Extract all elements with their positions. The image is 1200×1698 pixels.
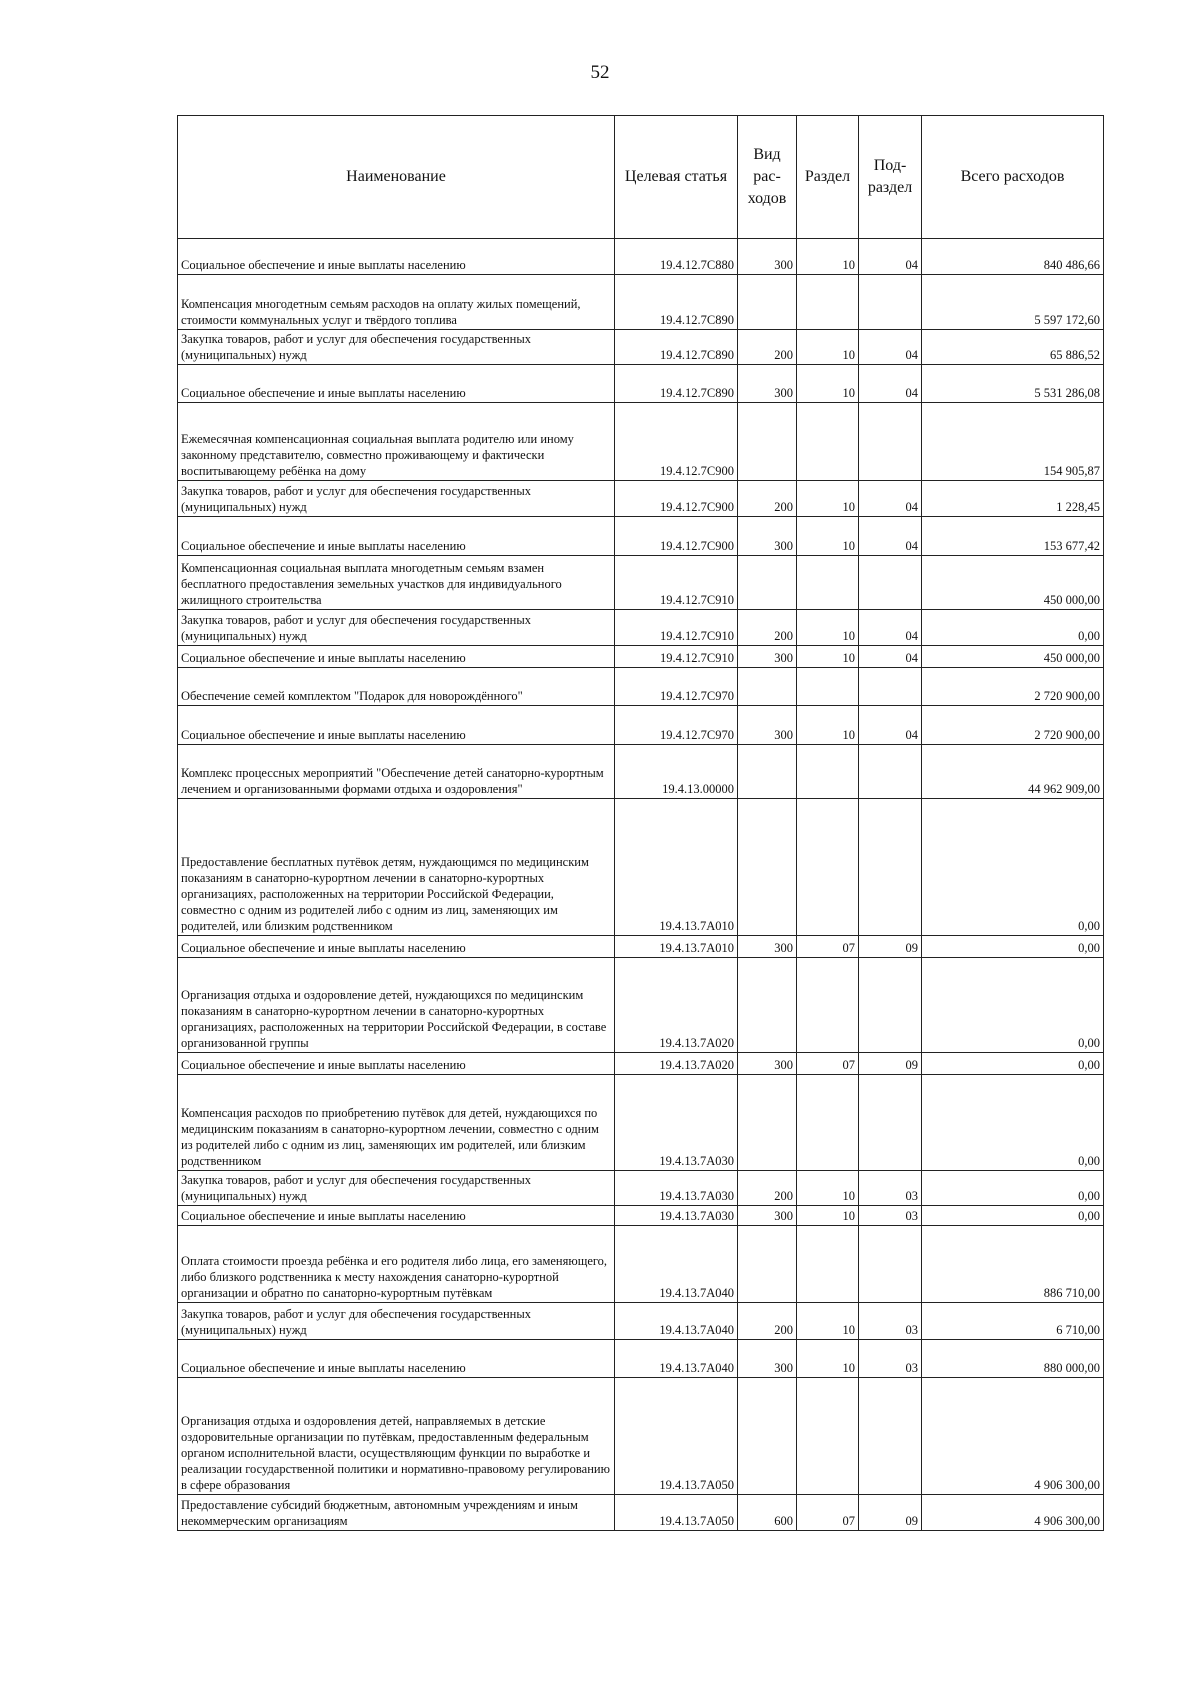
row-podrazdel: 04 <box>859 239 922 275</box>
row-total: 0,00 <box>922 936 1104 958</box>
row-razdel <box>797 275 859 330</box>
row-code: 19.4.13.7А050 <box>615 1495 738 1531</box>
table-row <box>178 481 1104 517</box>
row-total: 0,00 <box>922 610 1104 646</box>
row-vid <box>738 799 797 936</box>
row-razdel: 10 <box>797 239 859 275</box>
table-row <box>178 239 1104 275</box>
row-podrazdel: 03 <box>859 1206 922 1226</box>
row-podrazdel <box>859 958 922 1053</box>
row-name: Организация отдыха и оздоровление детей, нуждающихся по медицинским показаниям в санаторно-курортном лечении в санаторно-курортных организациях, расположенных на территории Российской Федерации, в составе организованной группы <box>178 958 615 1053</box>
row-razdel: 10 <box>797 365 859 403</box>
row-total: 886 710,00 <box>922 1226 1104 1303</box>
row-name: Ежемесячная компенсационная социальная выплата родителю или иному законному представителю, совместно проживающему и фактически воспитывающему ребёнка на дому <box>178 403 615 481</box>
row-name: Организация отдыха и оздоровления детей, направляемых в детские оздоровительные организации по путёвкам, предоставленным федеральным органом исполнительной власти, осуществляющим функции по выработке и реализации государственной политики и нормативно-правовому регулированию в сфере образования <box>178 1378 615 1495</box>
row-name: Закупка товаров, работ и услуг для обеспечения государственных (муниципальных) нужд <box>178 1171 615 1206</box>
row-podrazdel <box>859 1226 922 1303</box>
row-razdel: 10 <box>797 1340 859 1378</box>
row-code: 19.4.13.7А040 <box>615 1226 738 1303</box>
budget-table <box>177 115 1104 1531</box>
header-total: Всего расходов <box>922 116 1104 239</box>
row-name: Комплекс процессных мероприятий "Обеспечение детей санаторно-курортным лечением и организованными формами отдыха и оздоровления" <box>178 745 615 799</box>
row-name: Социальное обеспечение и иные выплаты населению <box>178 239 615 275</box>
row-name: Компенсация расходов по приобретению путёвок для детей, нуждающихся по медицинским показаниям в санаторно-курортном лечении, совместно с одним из родителей либо с одним из лиц, заменяющих им родителей, или близким родственником <box>178 1075 615 1171</box>
row-total: 154 905,87 <box>922 403 1104 481</box>
row-name: Социальное обеспечение и иные выплаты населению <box>178 646 615 668</box>
table-row <box>178 610 1104 646</box>
row-code: 19.4.13.7А040 <box>615 1303 738 1340</box>
row-razdel <box>797 745 859 799</box>
header-podrazdel: Под- раздел <box>859 116 922 239</box>
row-razdel: 07 <box>797 936 859 958</box>
row-razdel: 10 <box>797 330 859 365</box>
row-vid: 300 <box>738 936 797 958</box>
row-vid: 300 <box>738 365 797 403</box>
row-razdel <box>797 403 859 481</box>
row-code: 19.4.13.7А040 <box>615 1340 738 1378</box>
row-total: 0,00 <box>922 1053 1104 1075</box>
row-podrazdel: 03 <box>859 1340 922 1378</box>
table-row <box>178 275 1104 330</box>
row-razdel <box>797 1075 859 1171</box>
row-code: 19.4.12.7С890 <box>615 330 738 365</box>
row-code: 19.4.13.7А050 <box>615 1378 738 1495</box>
page-number: 52 <box>590 62 610 83</box>
row-podrazdel: 04 <box>859 481 922 517</box>
row-code: 19.4.12.7С900 <box>615 481 738 517</box>
row-name: Предоставление бесплатных путёвок детям, нуждающимся по медицинским показаниям в санаторно-курортном лечении в санаторно-курортных организациях, расположенных на территории Российской Федерации, совместно с одним из родителей либо с одним из лиц, заменяющих им родителей, или близким родственником <box>178 799 615 936</box>
row-code: 19.4.13.7А030 <box>615 1206 738 1226</box>
row-razdel <box>797 668 859 706</box>
row-podrazdel: 04 <box>859 330 922 365</box>
table-row <box>178 1340 1104 1378</box>
row-vid <box>738 1075 797 1171</box>
row-podrazdel: 09 <box>859 1053 922 1075</box>
table-row <box>178 403 1104 481</box>
row-vid: 300 <box>738 1053 797 1075</box>
table-row <box>178 706 1104 745</box>
row-vid: 300 <box>738 1340 797 1378</box>
row-code: 19.4.13.7А020 <box>615 1053 738 1075</box>
row-code: 19.4.12.7С910 <box>615 610 738 646</box>
row-name: Закупка товаров, работ и услуг для обеспечения государственных (муниципальных) нужд <box>178 330 615 365</box>
row-razdel: 07 <box>797 1495 859 1531</box>
table-row <box>178 1206 1104 1226</box>
row-razdel: 10 <box>797 610 859 646</box>
table-row <box>178 646 1104 668</box>
header-name: Наименование <box>178 116 615 239</box>
table-row <box>178 517 1104 556</box>
row-code: 19.4.12.7С910 <box>615 556 738 610</box>
row-name: Закупка товаров, работ и услуг для обеспечения государственных (муниципальных) нужд <box>178 481 615 517</box>
row-vid: 200 <box>738 330 797 365</box>
table-row <box>178 745 1104 799</box>
row-razdel: 07 <box>797 1053 859 1075</box>
row-razdel: 10 <box>797 517 859 556</box>
row-razdel: 10 <box>797 1171 859 1206</box>
row-podrazdel <box>859 1378 922 1495</box>
row-razdel <box>797 1226 859 1303</box>
row-total: 2 720 900,00 <box>922 706 1104 745</box>
row-podrazdel: 09 <box>859 1495 922 1531</box>
row-total: 0,00 <box>922 1206 1104 1226</box>
row-podrazdel: 04 <box>859 646 922 668</box>
row-code: 19.4.13.7А030 <box>615 1075 738 1171</box>
table-row <box>178 1378 1104 1495</box>
row-razdel: 10 <box>797 1206 859 1226</box>
row-total: 6 710,00 <box>922 1303 1104 1340</box>
row-code: 19.4.12.7С890 <box>615 365 738 403</box>
row-vid: 200 <box>738 481 797 517</box>
row-name: Социальное обеспечение и иные выплаты населению <box>178 936 615 958</box>
row-code: 19.4.12.7С910 <box>615 646 738 668</box>
row-total: 65 886,52 <box>922 330 1104 365</box>
table-row <box>178 1075 1104 1171</box>
row-podrazdel: 04 <box>859 706 922 745</box>
row-total: 44 962 909,00 <box>922 745 1104 799</box>
row-name: Социальное обеспечение и иные выплаты населению <box>178 517 615 556</box>
row-name: Компенсационная социальная выплата многодетным семьям взамен бесплатного предоставления земельных участков для индивидуального жилищного строительства <box>178 556 615 610</box>
row-code: 19.4.12.7С900 <box>615 403 738 481</box>
row-code: 19.4.12.7С970 <box>615 668 738 706</box>
row-vid <box>738 403 797 481</box>
row-code: 19.4.13.7А030 <box>615 1171 738 1206</box>
row-name: Обеспечение семей комплектом "Подарок для новорождённого" <box>178 668 615 706</box>
table-row <box>178 556 1104 610</box>
table-row <box>178 1303 1104 1340</box>
row-vid <box>738 556 797 610</box>
row-razdel <box>797 1378 859 1495</box>
row-podrazdel <box>859 799 922 936</box>
row-razdel <box>797 958 859 1053</box>
row-razdel <box>797 556 859 610</box>
table-row <box>178 1053 1104 1075</box>
row-code: 19.4.12.7С880 <box>615 239 738 275</box>
table-row <box>178 936 1104 958</box>
row-vid <box>738 1378 797 1495</box>
row-name: Закупка товаров, работ и услуг для обеспечения государственных (муниципальных) нужд <box>178 1303 615 1340</box>
row-vid: 200 <box>738 610 797 646</box>
row-name: Социальное обеспечение и иные выплаты населению <box>178 706 615 745</box>
table-header-row <box>178 116 1104 239</box>
row-podrazdel: 03 <box>859 1303 922 1340</box>
row-razdel: 10 <box>797 646 859 668</box>
row-vid: 200 <box>738 1171 797 1206</box>
row-razdel: 10 <box>797 1303 859 1340</box>
row-code: 19.4.13.7А020 <box>615 958 738 1053</box>
row-code: 19.4.12.7С900 <box>615 517 738 556</box>
row-total: 840 486,66 <box>922 239 1104 275</box>
row-razdel: 10 <box>797 481 859 517</box>
header-code: Целевая статья <box>615 116 738 239</box>
row-vid: 300 <box>738 517 797 556</box>
row-total: 0,00 <box>922 799 1104 936</box>
row-podrazdel <box>859 1075 922 1171</box>
row-name: Оплата стоимости проезда ребёнка и его родителя либо лица, его заменяющего, либо близкого родственника к месту нахождения санаторно-курортной организации и обратно по санаторно-курортным путёвкам <box>178 1226 615 1303</box>
table-row <box>178 330 1104 365</box>
row-total: 4 906 300,00 <box>922 1495 1104 1531</box>
row-vid <box>738 668 797 706</box>
row-podrazdel: 04 <box>859 610 922 646</box>
row-podrazdel <box>859 275 922 330</box>
table-row <box>178 365 1104 403</box>
row-code: 19.4.13.7А010 <box>615 936 738 958</box>
row-total: 0,00 <box>922 958 1104 1053</box>
row-podrazdel: 04 <box>859 517 922 556</box>
row-total: 5 531 286,08 <box>922 365 1104 403</box>
row-total: 153 677,42 <box>922 517 1104 556</box>
row-name: Предоставление субсидий бюджетным, автономным учреждениям и иным некоммерческим организациям <box>178 1495 615 1531</box>
header-vid: Вид рас- ходов <box>738 116 797 239</box>
row-code: 19.4.13.00000 <box>615 745 738 799</box>
row-vid <box>738 275 797 330</box>
row-total: 0,00 <box>922 1171 1104 1206</box>
row-vid: 300 <box>738 239 797 275</box>
table-row <box>178 668 1104 706</box>
table-row <box>178 1171 1104 1206</box>
row-podrazdel <box>859 403 922 481</box>
row-total: 1 228,45 <box>922 481 1104 517</box>
row-vid: 600 <box>738 1495 797 1531</box>
row-vid <box>738 1226 797 1303</box>
row-podrazdel <box>859 745 922 799</box>
row-name: Социальное обеспечение и иные выплаты населению <box>178 1340 615 1378</box>
row-total: 450 000,00 <box>922 646 1104 668</box>
row-code: 19.4.12.7С890 <box>615 275 738 330</box>
row-total: 4 906 300,00 <box>922 1378 1104 1495</box>
row-total: 450 000,00 <box>922 556 1104 610</box>
row-razdel: 10 <box>797 706 859 745</box>
row-code: 19.4.12.7С970 <box>615 706 738 745</box>
row-total: 5 597 172,60 <box>922 275 1104 330</box>
row-name: Компенсация многодетным семьям расходов на оплату жилых помещений, стоимости коммунальных услуг и твёрдого топлива <box>178 275 615 330</box>
row-vid: 300 <box>738 646 797 668</box>
row-podrazdel: 03 <box>859 1171 922 1206</box>
row-name: Социальное обеспечение и иные выплаты населению <box>178 1053 615 1075</box>
header-razdel: Раздел <box>797 116 859 239</box>
row-podrazdel: 09 <box>859 936 922 958</box>
row-podrazdel <box>859 556 922 610</box>
row-vid <box>738 745 797 799</box>
row-vid: 300 <box>738 706 797 745</box>
row-total: 880 000,00 <box>922 1340 1104 1378</box>
row-podrazdel <box>859 668 922 706</box>
row-podrazdel: 04 <box>859 365 922 403</box>
row-name: Закупка товаров, работ и услуг для обеспечения государственных (муниципальных) нужд <box>178 610 615 646</box>
table-row <box>178 1495 1104 1531</box>
row-code: 19.4.13.7А010 <box>615 799 738 936</box>
row-total: 0,00 <box>922 1075 1104 1171</box>
table-row <box>178 958 1104 1053</box>
row-vid: 200 <box>738 1303 797 1340</box>
table-row <box>178 1226 1104 1303</box>
table-row <box>178 799 1104 936</box>
row-vid: 300 <box>738 1206 797 1226</box>
row-total: 2 720 900,00 <box>922 668 1104 706</box>
row-name: Социальное обеспечение и иные выплаты населению <box>178 1206 615 1226</box>
row-razdel <box>797 799 859 936</box>
table-body <box>178 239 1104 1531</box>
row-vid <box>738 958 797 1053</box>
row-name: Социальное обеспечение и иные выплаты населению <box>178 365 615 403</box>
